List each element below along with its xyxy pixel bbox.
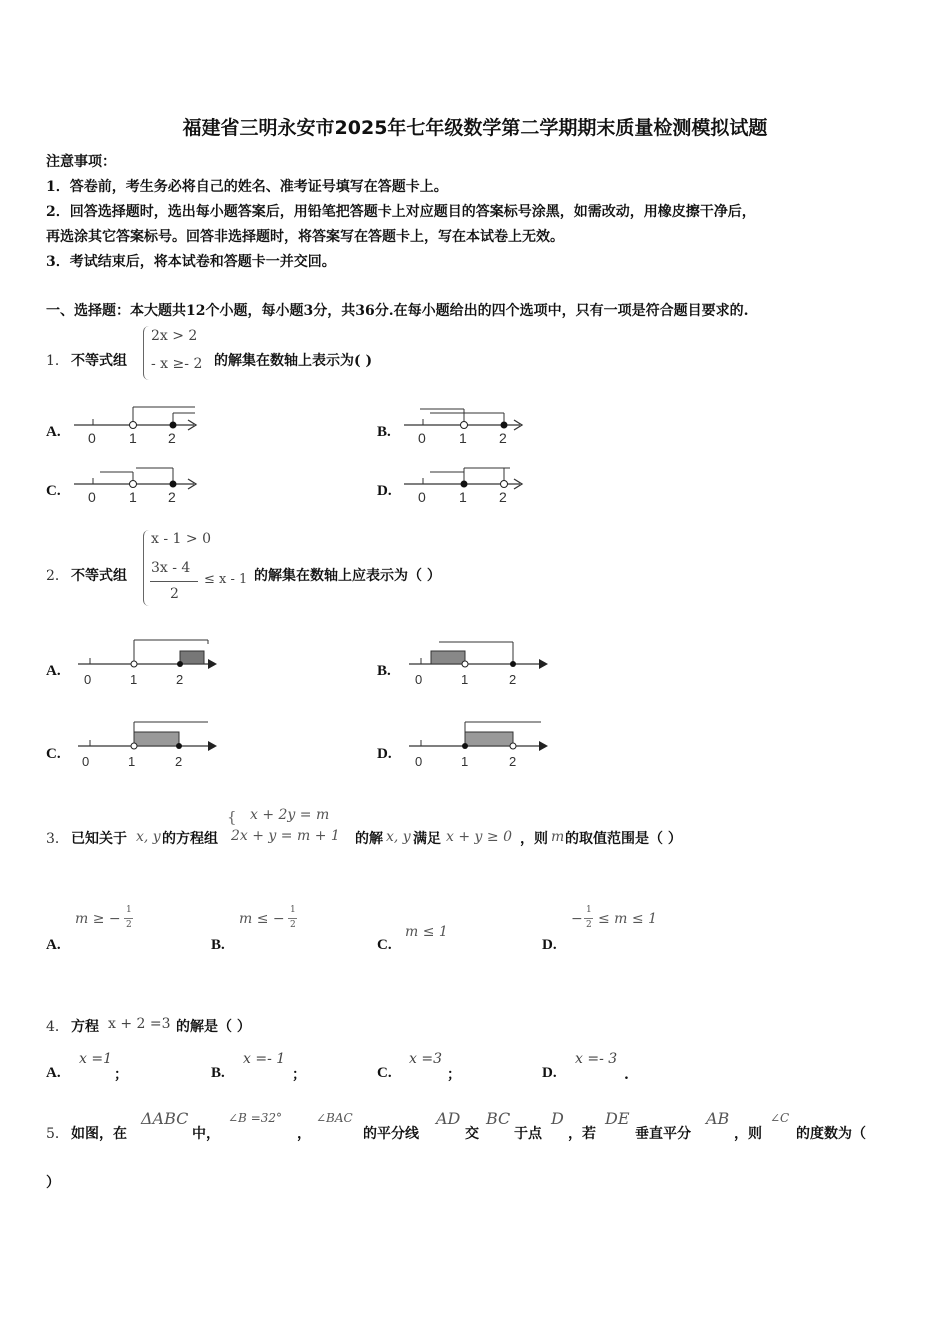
svg-text:1: 1 (461, 754, 469, 769)
q4-option-a-label[interactable]: A. (46, 1065, 61, 1081)
q2-option-a-numberline (72, 634, 222, 689)
q5-ad: AD (436, 1109, 461, 1128)
q4-option-a-end: ； (114, 1067, 128, 1083)
q1-ineq-1: 2x > 2 (151, 328, 198, 344)
q2-number: 2． (46, 568, 69, 584)
svg-text:0: 0 (418, 489, 426, 505)
q4-equation: x + 2 =3 (108, 1016, 171, 1032)
q3-option-d-bar (584, 918, 593, 919)
q4-option-c-value: x =3 (409, 1051, 442, 1067)
q2-frac-num: 3x - 4 (151, 560, 191, 576)
q3-option-d-num: 1 (586, 905, 592, 915)
q3-option-a-lhs: m ≥ − (75, 911, 121, 927)
q3-option-d-label[interactable]: D. (542, 937, 557, 953)
svg-text:0: 0 (418, 430, 426, 446)
q1-number: 1． (46, 353, 69, 369)
q1-option-a-label[interactable]: A. (46, 424, 61, 440)
q5-text-3: ， (297, 1126, 311, 1142)
notice-item-3: 3．考试结束后，将本试卷和答题卡一并交回。 (46, 254, 336, 270)
q1-option-b-numberline (400, 403, 535, 448)
q4-option-d-value: x =- 3 (575, 1051, 618, 1067)
q2-option-d-numberline (403, 716, 553, 771)
svg-text:2: 2 (175, 754, 183, 769)
q4-option-a-value: x =1 (79, 1051, 112, 1067)
svg-text:1: 1 (128, 754, 136, 769)
q1-brace (143, 326, 150, 380)
svg-text:2: 2 (509, 754, 517, 769)
q3-text-6: 的取值范围是（ ） (565, 831, 682, 847)
q5-text-1: 如图，在 (71, 1126, 127, 1142)
tick-2: 2 (168, 430, 176, 446)
q2-option-a-label[interactable]: A. (46, 663, 61, 679)
q2-option-c-label[interactable]: C. (46, 746, 61, 762)
q3-option-a-bar (124, 918, 133, 919)
svg-text:1: 1 (129, 489, 137, 505)
q3-text-4: 满足 (413, 831, 441, 847)
q5-triangle: ΔABC (141, 1109, 189, 1128)
svg-text:0: 0 (88, 489, 96, 505)
q3-brace-glyph: { (227, 808, 237, 826)
q1-option-d-numberline (400, 462, 535, 507)
notice-item-1: 1．答卷前，考生务必将自己的姓名、准考证号填写在答题卡上。 (46, 179, 448, 195)
q4-text-2: 的解是（ ） (176, 1019, 251, 1035)
q2-option-b-numberline (403, 634, 553, 689)
q3-text-2: 的方程组 (162, 831, 218, 847)
q2-frac-bar (150, 581, 198, 582)
q4-option-d-end: . (624, 1067, 629, 1083)
section-heading: 一、选择题：本大题共12个小题，每小题3分，共36分.在每小题给出的四个选项中，只有一项是符合题目要求的. (46, 303, 749, 319)
tick-1: 1 (129, 430, 137, 446)
q5-ab: AB (706, 1109, 730, 1128)
q1-ineq-2: - x ≥- 2 (151, 356, 203, 372)
q2-option-d-label[interactable]: D. (377, 746, 392, 762)
q3-option-c-lhs: m ≤ 1 (405, 924, 448, 940)
q3-eq-2: 2x + y = m + 1 (231, 828, 340, 844)
q4-option-b-value: x =- 1 (243, 1051, 286, 1067)
q4-option-b-end: ； (292, 1067, 306, 1083)
q3-option-b-num: 1 (290, 905, 296, 915)
q1-suffix: 的解集在数轴上表示为( ) (214, 353, 373, 369)
svg-text:1: 1 (130, 672, 138, 687)
q2-option-c-numberline (72, 716, 222, 771)
q3-option-b-bar (288, 918, 297, 919)
q3-option-b-lhs: m ≤ − (239, 911, 285, 927)
q5-point-d: D (551, 1109, 564, 1128)
svg-text:2: 2 (176, 672, 184, 687)
q1-option-b-label[interactable]: B. (377, 424, 391, 440)
q4-option-c-label[interactable]: C. (377, 1065, 392, 1081)
q1-option-c-numberline (70, 462, 205, 507)
q5-text-10: 的度数为（ (796, 1126, 866, 1142)
svg-text:1: 1 (459, 489, 467, 505)
q4-text-1: 方程 (71, 1019, 99, 1035)
svg-text:1: 1 (461, 672, 469, 687)
q5-bc: BC (486, 1109, 511, 1128)
q2-ineq-1: x - 1 > 0 (151, 531, 211, 547)
q3-text-5: ，则 (520, 831, 548, 847)
q1-option-c-label[interactable]: C. (46, 483, 61, 499)
q5-text-8: 垂直平分 (635, 1126, 691, 1142)
q3-option-d-den: 2 (586, 920, 592, 930)
q3-option-c-label[interactable]: C. (377, 937, 392, 953)
q1-option-d-label[interactable]: D. (377, 483, 392, 499)
q2-suffix: 的解集在数轴上应表示为（ ） (254, 568, 441, 584)
q5-text-11: ） (46, 1175, 60, 1191)
notice-item-2b: 再选涂其它答案标号。回答非选择题时，将答案写在答题卡上，写在本试卷上无效。 (46, 229, 564, 245)
q5-angle-c: ∠C (770, 1111, 790, 1125)
svg-text:0: 0 (415, 754, 423, 769)
q3-eq-1: x + 2y = m (250, 807, 330, 823)
q2-ineq-2-tail: ≤ x - 1 (204, 572, 248, 587)
q3-option-b-label[interactable]: B. (211, 937, 225, 953)
q2-prefix: 不等式组 (71, 568, 127, 584)
q2-option-b-label[interactable]: B. (377, 663, 391, 679)
q3-option-b-den: 2 (290, 920, 296, 930)
q1-prefix: 不等式组 (71, 353, 127, 369)
q5-angle-b: ∠B =32° (228, 1111, 283, 1125)
q5-number: 5． (46, 1126, 69, 1142)
svg-text:2: 2 (509, 672, 517, 687)
q4-number: 4． (46, 1019, 69, 1035)
svg-text:0: 0 (415, 672, 423, 687)
q3-text-3: 的解 (355, 831, 383, 847)
tick-0: 0 (88, 430, 96, 446)
q3-option-d-lhs: − (571, 911, 583, 927)
q5-de: DE (605, 1109, 630, 1128)
q5-text-5: 交 (465, 1126, 479, 1142)
notice-heading: 注意事项： (46, 154, 116, 170)
q3-condition: x + y ≥ 0 (446, 829, 512, 845)
q3-option-a-num: 1 (126, 905, 132, 915)
svg-text:2: 2 (168, 489, 176, 505)
q3-vars: x, y (136, 829, 161, 845)
q4-option-c-end: ； (447, 1067, 461, 1083)
q2-brace (143, 530, 150, 606)
q1-option-a-numberline (70, 403, 205, 448)
q5-angle-bac: ∠BAC (316, 1111, 353, 1125)
q3-vars-2: x, y (386, 829, 411, 845)
q5-text-6: 于点 (514, 1126, 542, 1142)
q3-text-1: 已知关于 (71, 831, 127, 847)
q4-option-b-label[interactable]: B. (211, 1065, 225, 1081)
svg-text:1: 1 (459, 430, 467, 446)
svg-text:2: 2 (499, 430, 507, 446)
q3-option-a-den: 2 (126, 920, 132, 930)
svg-text:0: 0 (84, 672, 92, 687)
q3-number: 3． (46, 831, 69, 847)
q3-option-d-rhs: ≤ m ≤ 1 (598, 911, 657, 927)
q2-frac-den: 2 (170, 586, 179, 602)
notice-item-2a: 2．回答选择题时，选出每小题答案后，用铅笔把答题卡上对应题目的答案标号涂黑，如需改动，用橡皮擦干净后， (46, 204, 756, 220)
q5-text-9: ，则 (734, 1126, 762, 1142)
q3-option-a-label[interactable]: A. (46, 937, 61, 953)
page-title: 福建省三明永安市2025年七年级数学第二学期期末质量检测模拟试题 (182, 117, 768, 139)
q4-option-d-label[interactable]: D. (542, 1065, 557, 1081)
svg-text:2: 2 (499, 489, 507, 505)
q5-text-7: ，若 (568, 1126, 596, 1142)
q5-text-2: 中， (192, 1126, 220, 1142)
q3-m: m (551, 829, 565, 845)
svg-text:0: 0 (82, 754, 90, 769)
q5-text-4: 的平分线 (363, 1126, 419, 1142)
